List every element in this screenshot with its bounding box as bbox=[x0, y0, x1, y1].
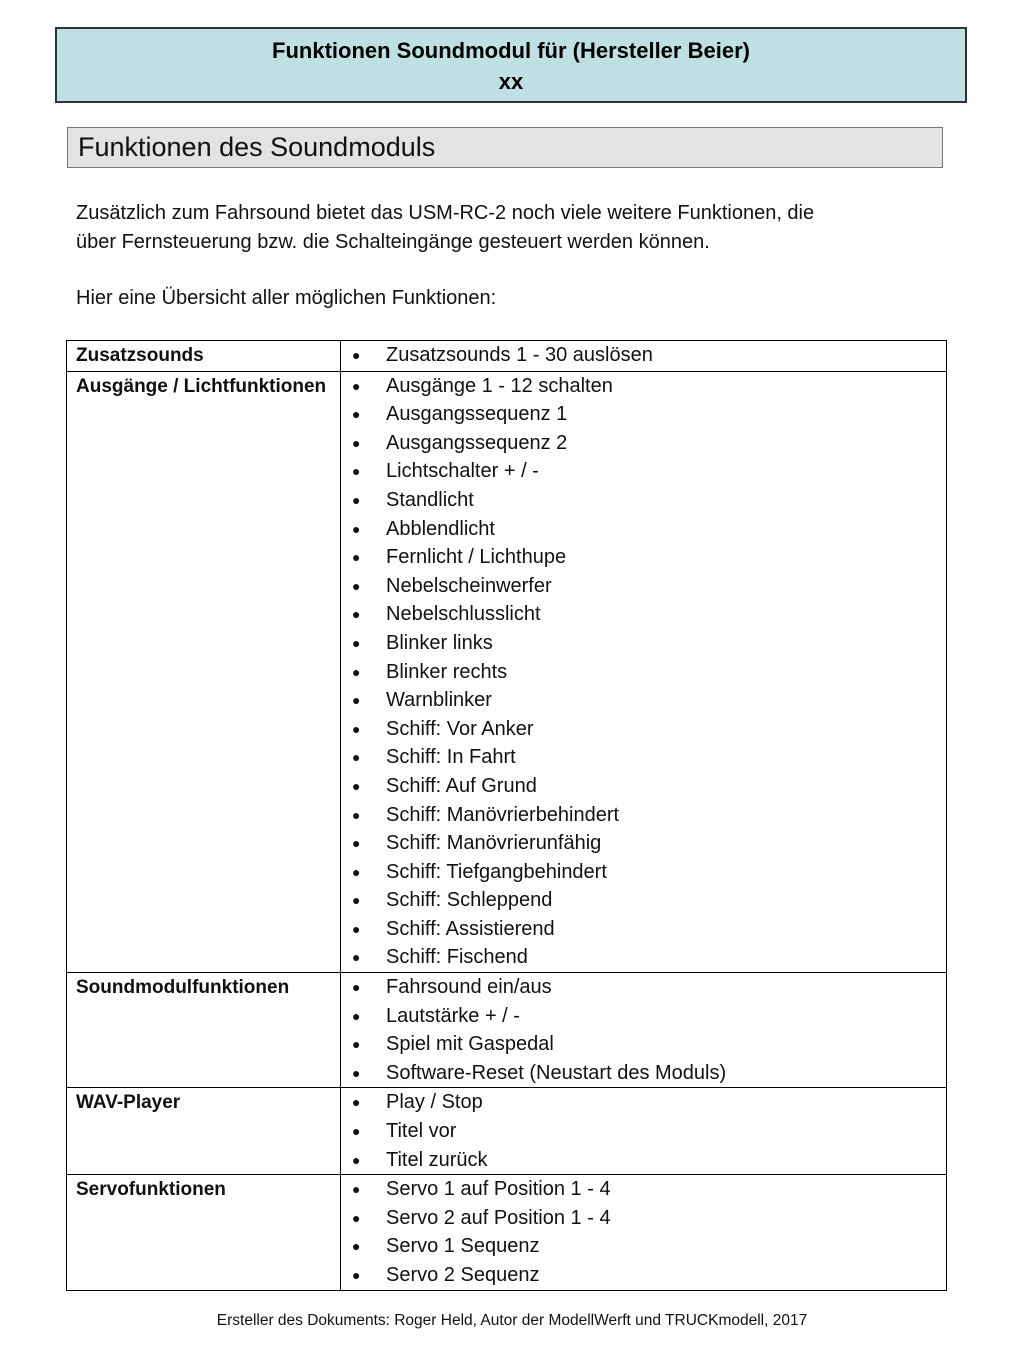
list-item bbox=[341, 429, 946, 458]
intro-paragraph bbox=[76, 199, 956, 257]
list-item bbox=[341, 486, 946, 515]
list-item bbox=[341, 1030, 946, 1059]
list-item bbox=[341, 1088, 946, 1117]
list-item-label: Lichtschalter + / - bbox=[386, 460, 539, 483]
bullet-icon: ● bbox=[352, 606, 361, 623]
bullet-icon: ● bbox=[352, 406, 361, 423]
list-item-label: Schiff: In Fahrt bbox=[386, 746, 516, 769]
bullet-icon: ● bbox=[352, 892, 361, 909]
list-item bbox=[341, 515, 946, 544]
function-list bbox=[341, 1088, 946, 1174]
list-item bbox=[341, 686, 946, 715]
list-item-label: Schiff: Vor Anker bbox=[386, 717, 534, 740]
list-item bbox=[341, 543, 946, 572]
list-item bbox=[341, 1146, 946, 1175]
list-item-label: Abblendlicht bbox=[386, 517, 495, 540]
items-cell bbox=[341, 973, 947, 1088]
function-list bbox=[341, 372, 946, 972]
bullet-icon: ● bbox=[352, 491, 361, 508]
list-item-label: Spiel mit Gaspedal bbox=[386, 1033, 554, 1056]
bullet-icon: ● bbox=[352, 434, 361, 451]
list-item-label: Nebelschlusslicht bbox=[386, 603, 541, 626]
list-item-label: Zusatzsounds 1 - 30 auslösen bbox=[386, 344, 653, 366]
list-item-label: Blinker rechts bbox=[386, 660, 508, 683]
category-cell: WAV-Player bbox=[67, 1088, 341, 1175]
list-item bbox=[341, 772, 946, 801]
bullet-icon: ● bbox=[352, 1181, 361, 1198]
bullet-icon: ● bbox=[352, 777, 361, 794]
list-item-label: Fernlicht / Lichthupe bbox=[386, 546, 567, 569]
list-item bbox=[341, 973, 946, 1002]
list-item bbox=[341, 400, 946, 429]
list-item bbox=[341, 801, 946, 830]
bullet-icon: ● bbox=[352, 835, 361, 852]
table-row bbox=[67, 341, 947, 372]
list-item bbox=[341, 1204, 946, 1233]
list-item-label: Software-Reset (Neustart des Moduls) bbox=[386, 1061, 727, 1084]
list-item bbox=[341, 943, 946, 972]
functions-table bbox=[66, 340, 947, 1291]
bullet-icon: ● bbox=[352, 1036, 361, 1053]
list-item bbox=[341, 1261, 946, 1290]
bullet-icon: ● bbox=[352, 1094, 361, 1111]
items-cell bbox=[341, 1175, 947, 1290]
bullet-icon: ● bbox=[352, 1007, 361, 1024]
bullet-icon: ● bbox=[352, 663, 361, 680]
intro-line-1: Zusätzlich zum Fahrsound bietet das USM-RC-2 noch viele weitere Funktionen, die bbox=[76, 202, 815, 224]
list-item bbox=[341, 858, 946, 887]
list-item-label: Schiff: Tiefgangbehindert bbox=[386, 860, 607, 883]
list-item-label: Ausgangssequenz 1 bbox=[386, 403, 568, 426]
list-item-label: Servo 2 Sequenz bbox=[386, 1264, 540, 1286]
bullet-icon: ● bbox=[352, 979, 361, 996]
list-item bbox=[341, 743, 946, 772]
document-title-line1: Funktionen Soundmodul für (Hersteller Beier) bbox=[272, 38, 750, 63]
document-title-box bbox=[55, 27, 967, 103]
list-item bbox=[341, 1117, 946, 1146]
list-item-label: Schiff: Schleppend bbox=[386, 889, 553, 912]
bullet-icon: ● bbox=[352, 1064, 361, 1081]
bullet-icon: ● bbox=[352, 577, 361, 594]
list-item-label: Fahrsound ein/aus bbox=[386, 976, 552, 999]
list-item-label: Titel vor bbox=[386, 1120, 457, 1143]
intro-line-2: über Fernsteuerung bzw. die Schalteingänge gesteuert werden können. bbox=[76, 231, 710, 253]
list-item bbox=[341, 629, 946, 658]
bullet-icon: ● bbox=[352, 1151, 361, 1168]
bullet-icon: ● bbox=[352, 863, 361, 880]
list-item bbox=[341, 658, 946, 687]
items-cell bbox=[341, 1088, 947, 1175]
list-item bbox=[341, 341, 946, 370]
list-item-label: Play / Stop bbox=[386, 1091, 483, 1114]
list-item-label: Servo 2 auf Position 1 - 4 bbox=[386, 1206, 611, 1229]
list-item-label: Titel zurück bbox=[386, 1148, 488, 1171]
bullet-icon: ● bbox=[352, 347, 361, 363]
list-item bbox=[341, 572, 946, 601]
list-item bbox=[341, 600, 946, 629]
document-title-line2: xx bbox=[498, 69, 524, 94]
functions-table-body bbox=[67, 341, 947, 1291]
list-item bbox=[341, 915, 946, 944]
list-item bbox=[341, 372, 946, 401]
items-cell bbox=[341, 341, 947, 372]
category-cell: Ausgänge / Lichtfunktionen bbox=[67, 371, 341, 972]
function-list bbox=[341, 1175, 946, 1289]
bullet-icon: ● bbox=[352, 806, 361, 823]
function-list bbox=[341, 341, 946, 370]
list-item bbox=[341, 715, 946, 744]
bullet-icon: ● bbox=[352, 1238, 361, 1255]
bullet-icon: ● bbox=[352, 549, 361, 566]
list-item-label: Ausgangssequenz 2 bbox=[386, 431, 568, 454]
bullet-icon: ● bbox=[352, 377, 361, 394]
function-list bbox=[341, 973, 946, 1087]
table-row bbox=[67, 1088, 947, 1175]
bullet-icon: ● bbox=[352, 749, 361, 766]
category-cell: Soundmodulfunktionen bbox=[67, 973, 341, 1088]
bullet-icon: ● bbox=[352, 634, 361, 651]
list-item bbox=[341, 1002, 946, 1031]
list-item-label: Schiff: Fischend bbox=[386, 946, 528, 969]
items-cell bbox=[341, 371, 947, 972]
document-footer: Ersteller des Dokuments: Roger Held, Autor der ModellWerft und TRUCKmodell, 2017 bbox=[216, 1312, 808, 1329]
overview-lead-text: Hier eine Übersicht aller möglichen Funktionen: bbox=[76, 287, 497, 309]
list-item bbox=[341, 1175, 946, 1204]
table-row bbox=[67, 371, 947, 972]
list-item-label: Lautstärke + / - bbox=[386, 1004, 520, 1027]
bullet-icon: ● bbox=[352, 920, 361, 937]
bullet-icon: ● bbox=[352, 949, 361, 966]
list-item-label: Standlicht bbox=[386, 488, 474, 511]
bullet-icon: ● bbox=[352, 1267, 361, 1283]
bullet-icon: ● bbox=[352, 1209, 361, 1226]
list-item-label: Ausgänge 1 - 12 schalten bbox=[386, 374, 613, 397]
list-item-label: Servo 1 auf Position 1 - 4 bbox=[386, 1178, 611, 1201]
list-item bbox=[341, 457, 946, 486]
list-item-label: Schiff: Assistierend bbox=[386, 917, 555, 940]
list-item bbox=[341, 1059, 946, 1088]
category-cell: Servofunktionen bbox=[67, 1175, 341, 1290]
bullet-icon: ● bbox=[352, 520, 361, 537]
bullet-icon: ● bbox=[352, 720, 361, 737]
list-item-label: Schiff: Auf Grund bbox=[386, 774, 537, 797]
list-item-label: Schiff: Manövrierbehindert bbox=[386, 803, 620, 826]
list-item-label: Nebelscheinwerfer bbox=[386, 574, 552, 597]
bullet-icon: ● bbox=[352, 463, 361, 480]
list-item-label: Warnblinker bbox=[386, 689, 492, 712]
list-item bbox=[341, 829, 946, 858]
category-cell: Zusatzsounds bbox=[67, 341, 341, 372]
table-row bbox=[67, 973, 947, 1088]
list-item-label: Schiff: Manövrierunfähig bbox=[386, 832, 602, 855]
bullet-icon: ● bbox=[352, 692, 361, 709]
list-item bbox=[341, 1232, 946, 1261]
list-item bbox=[341, 886, 946, 915]
table-row bbox=[67, 1175, 947, 1290]
section-heading: Funktionen des Soundmoduls bbox=[67, 127, 943, 168]
list-item-label: Blinker links bbox=[386, 631, 493, 654]
bullet-icon: ● bbox=[352, 1123, 361, 1140]
list-item-label: Servo 1 Sequenz bbox=[386, 1235, 540, 1258]
